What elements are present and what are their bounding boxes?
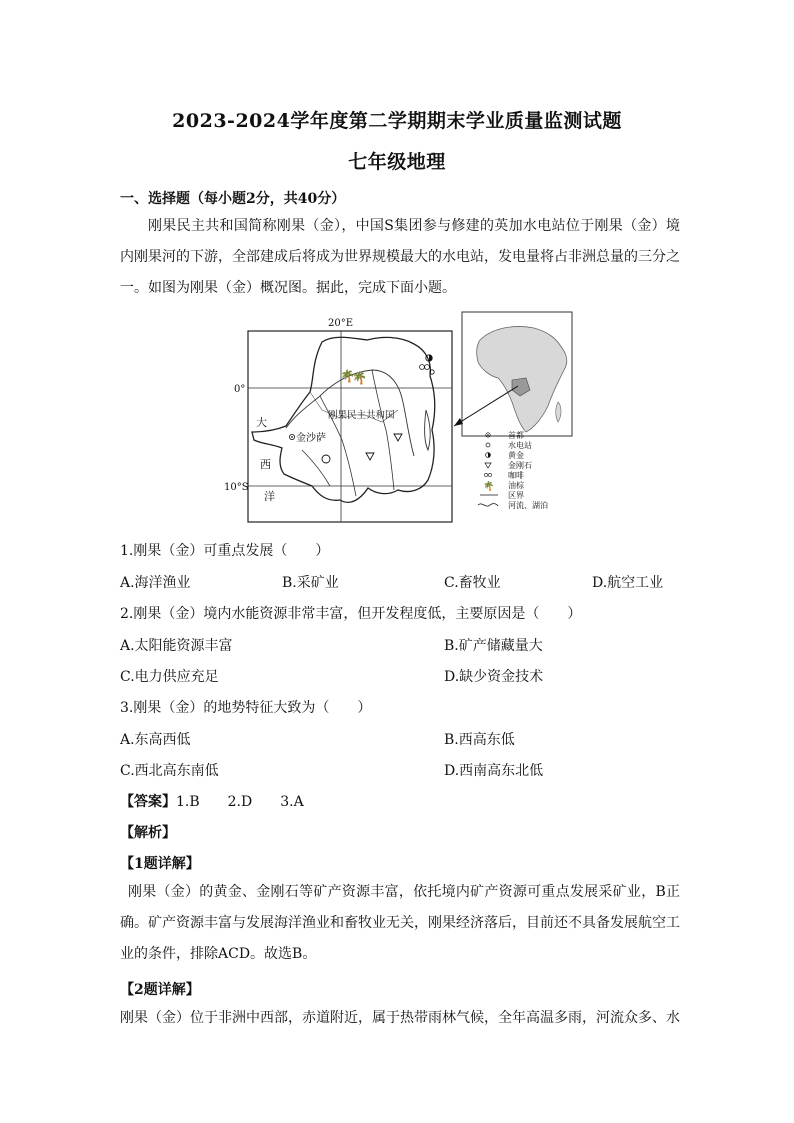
legend-item-hydro: 水电站 [508,441,532,450]
question-1-stem: 1.刚果（金）可重点发展（ ） [120,543,330,559]
q3-option-c[interactable]: C.西北高东南低 [120,763,219,779]
q1-option-c[interactable]: C.畜牧业 [444,575,501,591]
intro-paragraph: 刚果民主共和国简称刚果（金），中国S集团参与修建的英加水电站位于刚果（金）境内刚果河的下游，全部建成后将成为世界规模最大的水电站，发电量将占非洲总量的三分之一。如图为刚果（金）概况图。据此，完成下面小题。 [120,218,680,296]
legend-item-coffee: 咖啡 [508,471,524,480]
legend-item-capital: 首都 [508,431,524,440]
answer-tag: 【答案】 [120,794,176,810]
q1-option-b[interactable]: B.采矿业 [282,575,339,591]
detail-2-text: 刚果（金）位于非洲中西部，赤道附近，属于热带雨林气候，全年高温多雨，河流众多、水 [120,1010,680,1026]
lon-label: 20°E [328,318,354,329]
q3-option-b[interactable]: B.西高东低 [444,732,515,748]
q2-option-b[interactable]: B.矿产储藏量大 [444,638,543,654]
legend-item-boundary: 区界 [508,491,524,500]
legend-hydro-icon [486,443,490,447]
detail-1-tag: 【1题详解】 [120,856,200,872]
q3-option-d[interactable]: D.西南高东北低 [444,763,544,779]
ocean-char-3: 洋 [264,490,275,503]
page-title: 2023-2024学年度第二学期期末学业质量监测试题 [172,110,622,132]
city-label: 金沙萨 [296,433,326,444]
legend-item-palm: 油棕 [508,481,524,490]
legend-palm-icon: 🌴 [483,482,495,492]
legend-capital-dot-icon [487,434,488,435]
detail-1-text: 刚果（金）的黄金、金刚石等矿产资源丰富，依托境内矿产资源可重点发展采矿业，B正确。矿产资源丰富与发展海洋渔业和畜牧业无关，刚果经济落后，目前还不具备发展航空工业的条件，排除ACD。故选B。 [120,884,680,962]
q2-option-c[interactable]: C.电力供应充足 [120,669,219,685]
question-3-stem: 3.刚果（金）的地势特征大致为（ ） [120,700,372,716]
lat-0-label: 0° [234,384,246,395]
detail-2-tag: 【2题详解】 [120,982,200,998]
page-subtitle: 七年级地理 [348,151,446,173]
map-legend [478,430,548,510]
legend-item-river: 河流、湖泊 [508,501,548,510]
ocean-char-1: 大 [256,416,267,429]
q3-option-a[interactable]: A.东高西低 [120,732,191,748]
answer-text: 1.B 2.D 3.A [176,794,304,810]
capital-dot-icon [291,436,293,438]
q2-option-d[interactable]: D.缺少资金技术 [444,669,544,685]
section-heading: 一、选择题（每小题2分，共40分） [120,191,346,207]
analysis-tag: 【解析】 [120,825,176,841]
country-label: 刚果民主共和国 [328,410,395,421]
lat-10s-label: 10°S [224,482,249,493]
legend-coffee-icon [484,473,487,476]
legend-item-gold: 黄金 [508,451,524,460]
legend-coffee-icon-2 [488,473,491,476]
congo-map-figure [222,310,582,530]
q2-option-a[interactable]: A.太阳能资源丰富 [120,638,233,654]
legend-diamond-icon [485,463,491,468]
ocean-char-2: 西 [260,458,271,471]
legend-item-diamond: 金刚石 [508,461,532,470]
answer-line [120,791,304,811]
question-2-stem: 2.刚果（金）境内水能资源非常丰富，但开发程度低，主要原因是（ ） [120,606,582,622]
legend-river-icon [478,504,498,507]
q1-option-d[interactable]: D.航空工业 [592,575,664,591]
q1-option-a[interactable]: A.海洋渔业 [120,575,191,591]
oil-palm-icon-2: 🌴 [352,371,367,385]
main-map-frame [248,331,452,522]
oil-palm-icon: 🌴 [340,369,355,383]
